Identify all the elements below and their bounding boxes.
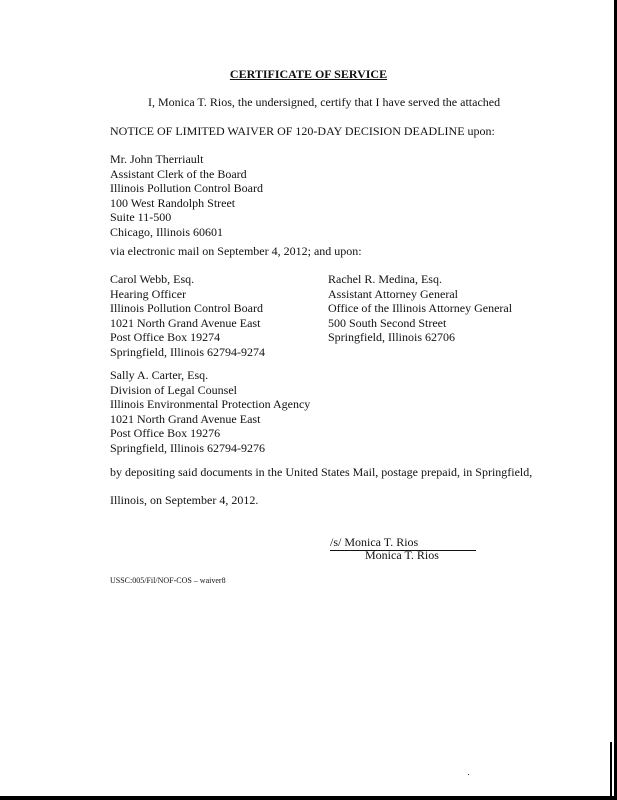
signer-name: Monica T. Rios <box>365 548 439 562</box>
address-line: Assistant Clerk of the Board <box>110 166 247 181</box>
address-line: Illinois Pollution Control Board <box>110 301 264 315</box>
recipient-attorney-general-address <box>328 272 512 345</box>
recipient-clerk-address <box>110 152 263 239</box>
address-line: Carol Webb, Esq. <box>110 272 195 286</box>
address-line: Springfield, Illinois 62794-9276 <box>110 440 265 455</box>
address-line: 500 South Second Street <box>328 315 447 330</box>
page-title: CERTIFICATE OF SERVICE <box>229 67 388 81</box>
address-line: 100 West Randolph Street <box>110 195 236 210</box>
address-line: Rachel R. Medina, Esq. <box>328 272 442 286</box>
intro-paragraph: I, Monica T. Rios, the undersigned, certify that I have served the attached <box>148 95 501 109</box>
via-email-line: via electronic mail on September 4, 2012; and upon: <box>110 244 362 258</box>
notice-line: NOTICE OF LIMITED WAIVER OF 120-DAY DECISION DEADLINE upon: <box>110 124 495 138</box>
recipient-hearing-officer-address <box>110 272 265 359</box>
address-line: 1021 North Grand Avenue East <box>110 411 261 426</box>
address-line: Chicago, Illinois 60601 <box>110 224 223 239</box>
address-line: Post Office Box 19274 <box>110 330 221 344</box>
address-line: Springfield, Illinois 62794-9274 <box>110 344 265 359</box>
scan-speck <box>468 774 469 775</box>
address-line: Springfield, Illinois 62706 <box>328 330 455 344</box>
address-line: Illinois Pollution Control Board <box>110 181 264 195</box>
recipient-legal-counsel-address <box>110 368 310 455</box>
address-line: 1021 North Grand Avenue East <box>110 315 261 330</box>
deposit-statement: by depositing said documents in the United States Mail, postage prepaid, in Springfield, <box>110 465 533 479</box>
address-line: Post Office Box 19276 <box>110 426 221 440</box>
address-line: Division of Legal Counsel <box>110 382 237 397</box>
address-line: Hearing Officer <box>110 286 187 301</box>
closing-date-line: Illinois, on September 4, 2012. <box>110 493 259 507</box>
scan-edge-bottom <box>0 796 617 800</box>
scan-edge-right-inner <box>610 742 612 800</box>
address-line: Suite 11-500 <box>110 210 172 224</box>
address-line: Mr. John Therriault <box>110 152 204 166</box>
document-footer-code: USSC:005/Fil/NOF-COS – waiver8 <box>110 576 226 585</box>
address-line: Illinois Environmental Protection Agency <box>110 397 311 411</box>
address-line: Assistant Attorney General <box>328 286 458 301</box>
signature-line: /s/ Monica T. Rios <box>330 535 476 551</box>
address-line: Office of the Illinois Attorney General <box>328 301 513 315</box>
address-line: Sally A. Carter, Esq. <box>110 368 209 382</box>
